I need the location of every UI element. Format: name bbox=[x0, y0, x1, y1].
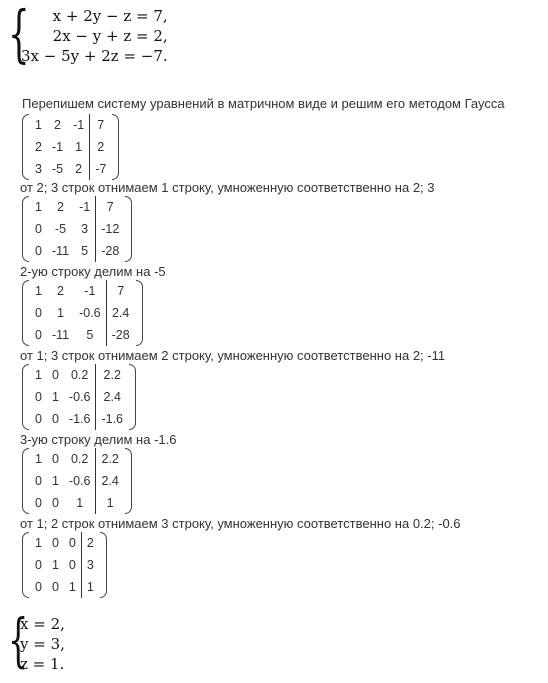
intro-text: Перепишем систему уравнений в матричном виде и решим его методом Гаусса bbox=[22, 96, 505, 111]
augmented-matrix bbox=[22, 364, 136, 430]
right-paren bbox=[136, 280, 143, 346]
matrix-cell: 0.2 bbox=[70, 368, 89, 382]
matrix-cell: 0 bbox=[35, 412, 42, 426]
matrix-cell: 3 bbox=[81, 222, 89, 236]
matrix-row bbox=[30, 492, 124, 514]
solution-z: z = 1. bbox=[20, 655, 65, 673]
matrix-row bbox=[30, 114, 111, 136]
solution-equations bbox=[20, 614, 65, 674]
step-text: 3-ую строку делим на -1.6 bbox=[20, 432, 177, 447]
augmented-matrix bbox=[22, 114, 119, 180]
matrix-cell: 0 bbox=[68, 558, 76, 572]
matrix-table bbox=[30, 448, 124, 514]
matrix-cell: 1 bbox=[35, 452, 42, 466]
right-paren bbox=[100, 532, 107, 598]
matrix-cell: 0.2 bbox=[70, 452, 89, 466]
augmented-cell: -7 bbox=[90, 158, 112, 180]
augmented-matrix bbox=[22, 448, 132, 514]
left-paren bbox=[22, 196, 29, 262]
augmented-cell: 2.4 bbox=[96, 470, 124, 492]
matrix-cell: 0 bbox=[35, 328, 42, 342]
matrix-cell: 2 bbox=[54, 118, 61, 132]
solution-x: x = 2, bbox=[20, 615, 65, 633]
matrix-cell: -1.6 bbox=[68, 412, 91, 426]
solution-y: y = 3, bbox=[20, 635, 65, 653]
augmented-cell: 2.4 bbox=[96, 386, 128, 408]
augmented-cell: 2.2 bbox=[96, 364, 128, 386]
augmented-cell: -1.6 bbox=[96, 408, 128, 430]
matrix-cell: 1 bbox=[35, 368, 42, 382]
augmented-cell: 7 bbox=[90, 114, 112, 136]
matrix-cell: -1 bbox=[84, 284, 96, 298]
matrix-cell: 0 bbox=[35, 390, 42, 404]
matrix-row bbox=[30, 136, 111, 158]
left-brace: { bbox=[8, 0, 30, 70]
matrix-cell: 0 bbox=[51, 412, 59, 426]
matrix-cell: 2 bbox=[35, 140, 42, 154]
matrix-row bbox=[30, 408, 128, 430]
augmented-cell: 2.2 bbox=[96, 448, 124, 470]
matrix-row bbox=[30, 554, 99, 576]
equations bbox=[21, 6, 168, 66]
matrix-row bbox=[30, 364, 128, 386]
matrix-cell: 0 bbox=[35, 222, 42, 236]
equation-3: 3x − 5y + 2z = −7. bbox=[21, 47, 168, 65]
right-paren bbox=[112, 114, 119, 180]
matrix-cell: 2 bbox=[57, 200, 64, 214]
matrix-cell: -0.6 bbox=[68, 390, 91, 404]
matrix-table bbox=[30, 532, 99, 598]
matrix-row bbox=[30, 576, 99, 598]
matrix-cell: 0 bbox=[51, 496, 59, 510]
augmented-cell: 7 bbox=[96, 196, 125, 218]
matrix-cell: 1 bbox=[57, 306, 64, 320]
matrix-table bbox=[30, 114, 111, 180]
step-text: от 1; 3 строк отнимаем 2 строку, умноженную соответственно на 2; -11 bbox=[20, 348, 446, 363]
augmented-cell: 2.4 bbox=[106, 302, 135, 324]
augmented-cell: 1 bbox=[81, 576, 98, 598]
left-paren bbox=[22, 448, 29, 514]
left-paren bbox=[22, 532, 29, 598]
matrix-cell: 0 bbox=[68, 536, 76, 550]
matrix-cell: 0 bbox=[35, 306, 42, 320]
matrix-row bbox=[30, 532, 99, 554]
matrix-cell: 0 bbox=[51, 452, 59, 466]
augmented-cell: 1 bbox=[96, 492, 124, 514]
matrix-cell: -5 bbox=[51, 162, 64, 176]
matrix-row bbox=[30, 196, 124, 218]
matrix-cell: 0 bbox=[51, 368, 59, 382]
augmented-cell: -28 bbox=[106, 324, 135, 346]
matrix-cell: 1 bbox=[51, 558, 59, 572]
matrix-table bbox=[30, 280, 135, 346]
matrix-cell: 2 bbox=[75, 162, 83, 176]
matrix-row bbox=[30, 240, 124, 262]
augmented-cell: -28 bbox=[96, 240, 125, 262]
matrix-cell: 0 bbox=[51, 536, 59, 550]
augmented-cell: 3 bbox=[81, 554, 98, 576]
matrix-cell: 0 bbox=[35, 558, 42, 572]
matrix-cell: 1 bbox=[51, 390, 59, 404]
matrix-row bbox=[30, 324, 135, 346]
augmented-matrix bbox=[22, 196, 132, 262]
matrix-cell: 1 bbox=[75, 140, 83, 154]
matrix-cell: -0.6 bbox=[79, 306, 101, 320]
step-text: 2-ую строку делим на -5 bbox=[20, 264, 166, 279]
left-paren bbox=[22, 280, 29, 346]
matrix-cell: -1 bbox=[79, 200, 91, 214]
matrix-row bbox=[30, 386, 128, 408]
augmented-cell: 2 bbox=[90, 136, 112, 158]
matrix-cell: 2 bbox=[57, 284, 64, 298]
matrix-cell: 0 bbox=[35, 580, 42, 594]
matrix-cell: -11 bbox=[51, 328, 70, 342]
matrix-row bbox=[30, 158, 111, 180]
equation-1: x + 2y − z = 7, bbox=[52, 7, 168, 25]
matrix-cell: 1 bbox=[35, 118, 42, 132]
matrix-table bbox=[30, 364, 128, 430]
matrix-cell: 1 bbox=[51, 474, 59, 488]
matrix-cell: -1 bbox=[51, 140, 64, 154]
matrix-cell: 1 bbox=[35, 536, 42, 550]
matrix-cell: 1 bbox=[35, 284, 42, 298]
matrix-row bbox=[30, 280, 135, 302]
matrix-cell: 0 bbox=[51, 580, 59, 594]
right-paren bbox=[129, 364, 136, 430]
matrix-cell: 1 bbox=[76, 496, 84, 510]
left-paren bbox=[22, 114, 29, 180]
left-paren bbox=[22, 364, 29, 430]
matrix-table bbox=[30, 196, 124, 262]
matrix-row bbox=[30, 448, 124, 470]
matrix-cell: 5 bbox=[81, 244, 89, 258]
equation-2: 2x − y + z = 2, bbox=[52, 27, 168, 45]
matrix-row bbox=[30, 302, 135, 324]
right-paren bbox=[125, 196, 132, 262]
augmented-matrix bbox=[22, 532, 107, 598]
matrix-cell: 5 bbox=[86, 328, 94, 342]
matrix-cell: -11 bbox=[51, 244, 70, 258]
augmented-cell: 2 bbox=[81, 532, 98, 554]
matrix-cell: -0.6 bbox=[68, 474, 91, 488]
matrix-cell: -5 bbox=[54, 222, 67, 236]
step-text: от 2; 3 строк отнимаем 1 строку, умноженную соответственно на 2; 3 bbox=[20, 180, 435, 195]
augmented-cell: 7 bbox=[106, 280, 135, 302]
right-paren bbox=[125, 448, 132, 514]
matrix-cell: 0 bbox=[35, 244, 42, 258]
augmented-cell: -12 bbox=[96, 218, 125, 240]
matrix-cell: -1 bbox=[73, 118, 85, 132]
step-text: от 1; 2 строк отнимаем 3 строку, умноженную соответственно на 0.2; -0.6 bbox=[20, 516, 461, 531]
matrix-cell: 1 bbox=[68, 580, 76, 594]
left-brace: { bbox=[8, 606, 29, 674]
matrix-cell: 0 bbox=[35, 474, 42, 488]
matrix-cell: 1 bbox=[35, 200, 42, 214]
augmented-matrix bbox=[22, 280, 143, 346]
matrix-row bbox=[30, 218, 124, 240]
matrix-row bbox=[30, 470, 124, 492]
matrix-cell: 3 bbox=[35, 162, 42, 176]
matrix-cell: 0 bbox=[35, 496, 42, 510]
